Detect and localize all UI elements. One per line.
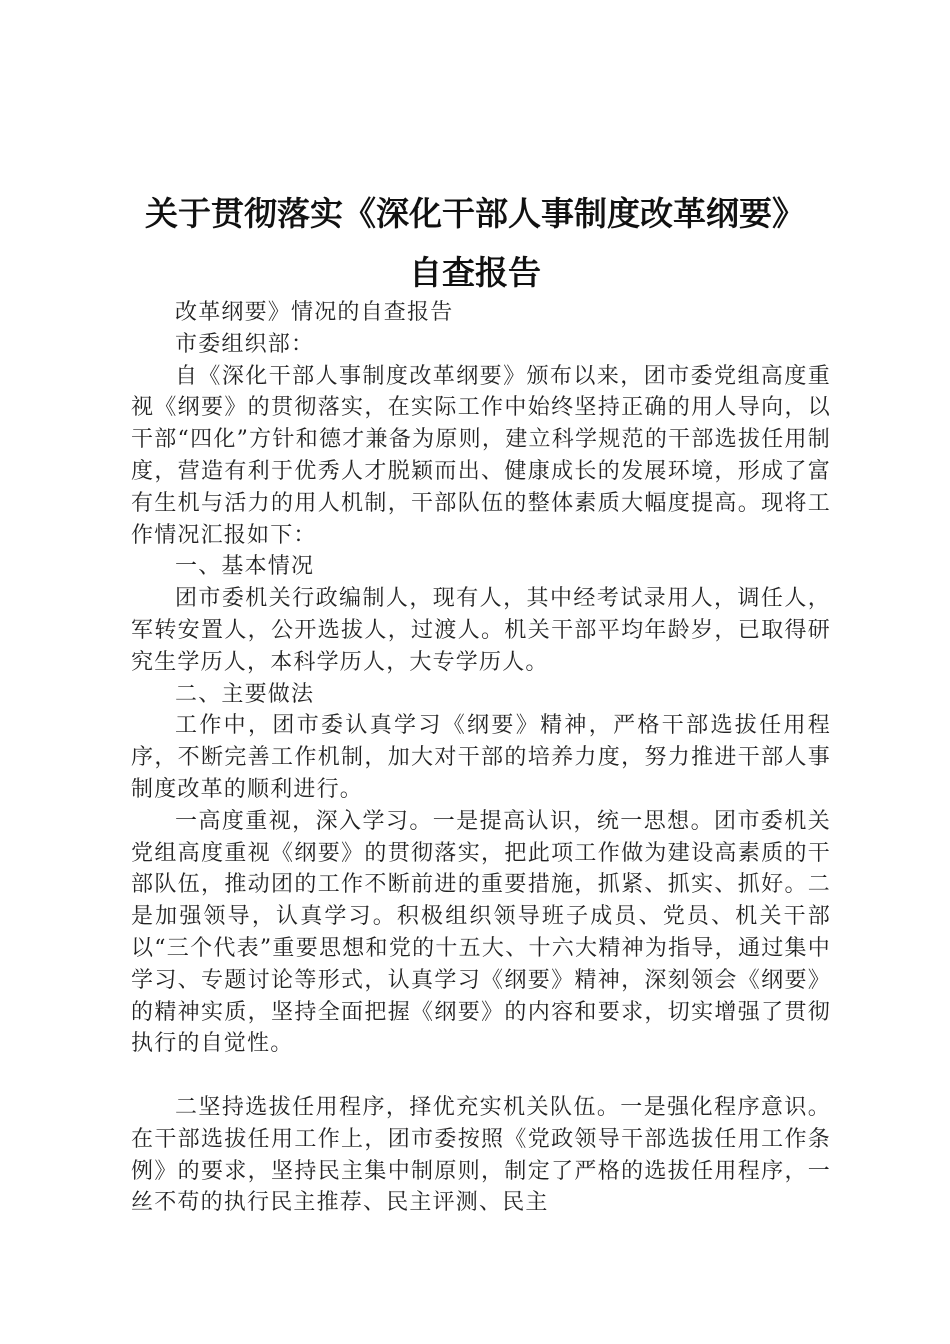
document-body	[131, 297, 831, 1219]
section-heading-basic: 一、基本情况	[175, 554, 315, 580]
subtitle-paragraph: 改革纲要》情况的自查报告	[175, 300, 454, 325]
salutation-paragraph: 市委组织部：	[175, 331, 315, 357]
document-title-line-2: 自查报告	[409, 253, 541, 292]
point-two-paragraph: 二坚持选拔任用程序，择优充实机关队伍。一是强化程序意识。在干部选拔任用工作上，团市委按照《党政领导干部选拔任用工作条例》的要求，坚持民主集中制原则，制定了严格的选拔任用程序，一丝不苟的执行民主推荐、民主评测、民主	[131, 1094, 831, 1216]
section-heading-methods: 二、主要做法	[175, 681, 315, 707]
point-one-paragraph: 一高度重视，深入学习。一是提高认识，统一思想。团市委机关党组高度重视《纲要》的贯彻落实，把此项工作做为建设高素质的干部队伍，推动团的工作不断前进的重要措施，抓紧、抓实、抓好。二是加强领导，认真学习。积极组织领导班子成员、党员、机关干部以“三个代表”重要思想和党的十五大、十六大精神为指导，通过集中学习、专题讨论等形式，认真学习《纲要》精神，深刻领会《纲要》的精神实质，坚持全面把握《纲要》的内容和要求，切实增强了贯彻执行的自觉性。	[131, 808, 831, 1057]
intro-paragraph: 自《深化干部人事制度改革纲要》颁布以来，团市委党组高度重视《纲要》的贯彻落实，在实际工作中始终坚持正确的用人导向，以干部“四化”方针和德才兼备为原则，建立科学规范的干部选拔任用制度，营造有利于优秀人才脱颖而出、健康成长的发展环境，形成了富有生机与活力的用人机制，干部队伍的整体素质大幅度提高。现将工作情况汇报如下：	[131, 363, 831, 548]
document-title-line-1: 关于贯彻落实《深化干部人事制度改革纲要》	[145, 194, 805, 233]
basic-info-paragraph: 团市委机关行政编制人，现有人，其中经考试录用人，调任人，军转安置人，公开选拔人，过渡人。机关干部平均年龄岁，已取得研究生学历人，本科学历人，大专学历人。	[131, 586, 831, 675]
methods-intro-paragraph: 工作中，团市委认真学习《纲要》精神，严格干部选拔任用程序，不断完善工作机制，加大对干部的培养力度，努力推进干部人事制度改革的顺利进行。	[131, 713, 831, 802]
